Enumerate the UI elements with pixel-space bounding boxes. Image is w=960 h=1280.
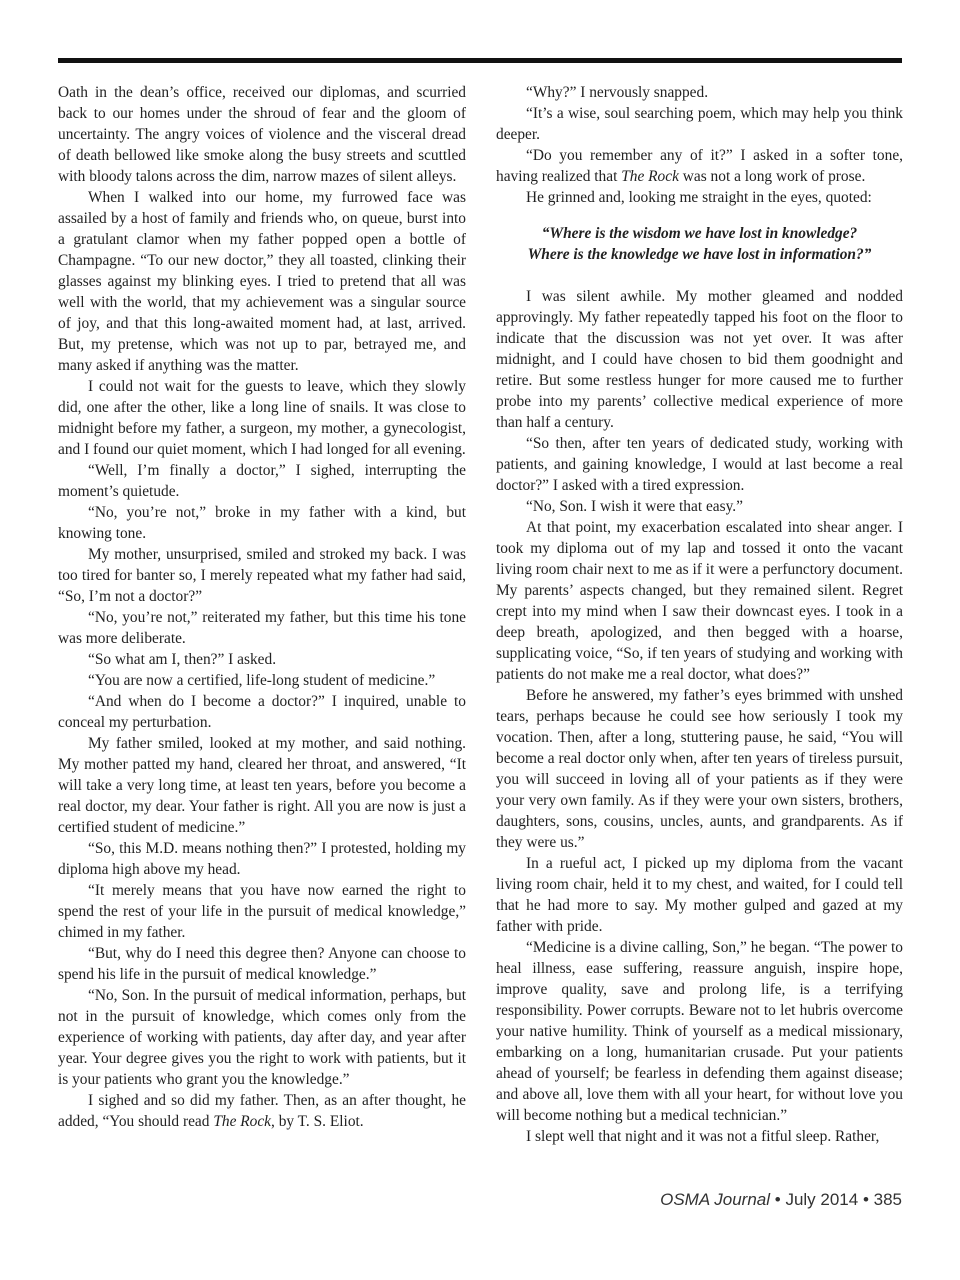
paragraph [496, 496, 903, 517]
footer-separator: • [858, 1190, 874, 1209]
paragraph-text: “And when do I become a doctor?” I inquired, unable to conceal my perturbation. [58, 693, 466, 731]
paragraph-text: , by T. S. Eliot. [271, 1113, 364, 1130]
paragraph [58, 82, 466, 187]
poem-line-2: Where is the knowledge we have lost in information?” [527, 246, 872, 263]
poem-line-1: “Where is the wisdom we have lost in knowledge? [541, 225, 858, 242]
paragraph-text: “Do you remember any of it?” I asked in a softer tone, having realized that [496, 147, 903, 185]
right-paragraphs-after-poem [496, 286, 903, 1147]
paragraph [496, 1126, 903, 1147]
paragraph [58, 607, 466, 649]
left-paragraphs [58, 82, 466, 1132]
page-footer [660, 1190, 902, 1210]
paragraph [58, 460, 466, 502]
footer-journal-name: OSMA Journal [660, 1190, 771, 1209]
paragraph [58, 376, 466, 460]
paragraph-text: When I walked into our home, my furrowed face was assailed by a host of family and friends who, on queue, burst into a gratulant clamor when my father popped open a bottle of Champagne. “To our new doctor,” they all toasted, clinking their glasses against my blinking eyes. I tried to pretend that all was well with the world, that my achievement was a singular source of joy, and that this long-awaited moment had, at last, arrived. But, my pretense, which was not up to par, betrayed me, and many asked if anything was the matter. [58, 189, 466, 374]
paragraph [496, 103, 903, 145]
paragraph [58, 838, 466, 880]
paragraph-text: “No, Son. I wish it were that easy.” [526, 498, 743, 515]
paragraph-text: “It’s a wise, soul searching poem, which may help you think deeper. [496, 105, 903, 143]
paragraph [496, 82, 903, 103]
footer-date: July 2014 [785, 1190, 859, 1209]
footer-separator: • [770, 1190, 786, 1209]
paragraph-text: My father smiled, looked at my mother, and said nothing. My mother patted my hand, cleared her throat, and answered, “It will take a very long time, at least ten years, before you become a real doctor, my dear. Your father is right. All you are now is just a certified student of medicine.” [58, 735, 466, 836]
right-column [496, 82, 903, 1147]
paragraph-text: “It merely means that you have now earned the right to spend the rest of your life in the pursuit of medical knowledge,” chimed in my father. [58, 882, 466, 941]
paragraph-text: I slept well that night and it was not a fitful sleep. Rather, [526, 1128, 880, 1145]
footer-page-number: 385 [873, 1190, 902, 1209]
paragraph-text: He grinned and, looking me straight in the eyes, quoted: [526, 189, 872, 206]
paragraph [58, 670, 466, 691]
paragraph-text: “But, why do I need this degree then? Anyone can choose to spend his life in the pursuit of medical knowledge.” [58, 945, 466, 983]
paragraph [496, 145, 903, 187]
poem-quote [496, 223, 903, 265]
paragraph-text: I could not wait for the guests to leave, which they slowly did, one after the other, like a long line of snails. It was close to midnight before my father, a surgeon, my mother, a gynecologist, and I found our quiet moment, which I had longed for all evening. [58, 378, 466, 458]
paragraph [58, 187, 466, 376]
paragraph-text: “Medicine is a divine calling, Son,” he began. “The power to heal illness, ease suffering, reassure anguish, inspire hope, improve quality, save and prolong life, is a terrifying responsibility. Power corrupts. Beware not to let hubris overcome your native humility. Think of yourself as a medical missionary, embarking on a long, humanitarian crusade. Put your patients ahead of yourself; be fearless in defending them against disease; and above all, love them with all your heart, for without love you will become nothing but a medical technician.” [496, 939, 903, 1124]
header-rule [58, 58, 902, 63]
paragraph-text: “So what am I, then?” I asked. [88, 651, 277, 668]
paragraph-text: “No, you’re not,” broke in my father with a kind, but knowing tone. [58, 504, 466, 542]
paragraph [58, 985, 466, 1090]
paragraph [58, 1090, 466, 1132]
paragraph [496, 433, 903, 496]
paragraph [496, 685, 903, 853]
paragraph-text: “No, Son. In the pursuit of medical information, perhaps, but not in the pursuit of knowledge, which comes only from the experience of working with patients, day after day, and year after year. Your degree gives you the right to work with patients, but it is your patients who grant you the knowledge.” [58, 987, 466, 1088]
paragraph-text: I sighed and so did my father. Then, as an after thought, he added, “You should read [58, 1092, 466, 1130]
paragraph [496, 937, 903, 1126]
paragraph [496, 187, 903, 208]
paragraph [496, 286, 903, 433]
paragraph [58, 880, 466, 943]
paragraph-text: At that point, my exacerbation escalated into shear anger. I took my diploma out of my lap and tossed it onto the vacant living room chair next to me as if it were a perfunctory document. My parents’ aspects changed, but they remained silent. Regret crept into my mind when I saw their downcast eyes. I took in a deep breath, apologized, and then begged with a hoarse, supplicating voice, “So, if ten years of studying and working with patients do not make me a real doctor, what does?” [496, 519, 903, 683]
paragraph [58, 544, 466, 607]
right-paragraphs-before-poem [496, 82, 903, 208]
paragraph-text: “Why?” I nervously snapped. [526, 84, 709, 101]
paragraph [58, 502, 466, 544]
paragraph-text: “So, this M.D. means nothing then?” I protested, holding my diploma high above my head. [58, 840, 466, 878]
paragraph [58, 733, 466, 838]
paragraph-text: “So then, after ten years of dedicated study, working with patients, and gaining knowledge, I would at last become a real doctor?” I asked with a tired expression. [496, 435, 903, 494]
paragraph-text: Oath in the dean’s office, received our diplomas, and scurried back to our homes under the shroud of fear and the gloom of uncertainty. The angry voices of violence and the visceral dread of death bellowed like smoke along the busy streets and scuttled with bloody talons across the dim, narrow mazes of silent alleys. [58, 84, 466, 185]
italic-title: The Rock [213, 1113, 272, 1130]
paragraph-text: In a rueful act, I picked up my diploma from the vacant living room chair, held it to my chest, and waited, for I could tell that he had more to say. My mother gulped and gazed at my father with pride. [496, 855, 903, 935]
paragraph-text: “You are now a certified, life-long student of medicine.” [88, 672, 436, 689]
paragraph-text: was not a long work of prose. [678, 168, 866, 185]
paragraph-text: Before he answered, my father’s eyes brimmed with unshed tears, perhaps because he could see how seriously I took my vocation. Then, after a long, stuttering pause, he said, “You will become a real doctor only when, after ten years of tireless pursuit, you will succeed in loving all of your patients as if they were your very own family. As if they were your own sisters, brothers, daughters, sons, cousins, uncles, aunts, and grandparents. As if they were us.” [496, 687, 903, 851]
paragraph [58, 691, 466, 733]
paragraph-text: “No, you’re not,” reiterated my father, but this time his tone was more deliberate. [58, 609, 466, 647]
paragraph-text: “Well, I’m finally a doctor,” I sighed, interrupting the moment’s quietude. [58, 462, 466, 500]
paragraph [58, 649, 466, 670]
paragraph [58, 943, 466, 985]
left-column [58, 82, 466, 1132]
paragraph-text: My mother, unsurprised, smiled and stroked my back. I was too tired for banter so, I merely repeated what my father had said, “So, I’m not a doctor?” [58, 546, 466, 605]
italic-title: The Rock [621, 168, 679, 185]
paragraph-text: I was silent awhile. My mother gleamed and nodded approvingly. My father repeatedly tapped his foot on the floor to indicate that the discussion was not yet over. It was after midnight, and I could have chosen to bid them goodnight and retire. But some restless hunger for more caused me to further probe into my parents’ collective medical experience of more than half a century. [496, 288, 903, 431]
paragraph [496, 853, 903, 937]
paragraph [496, 517, 903, 685]
